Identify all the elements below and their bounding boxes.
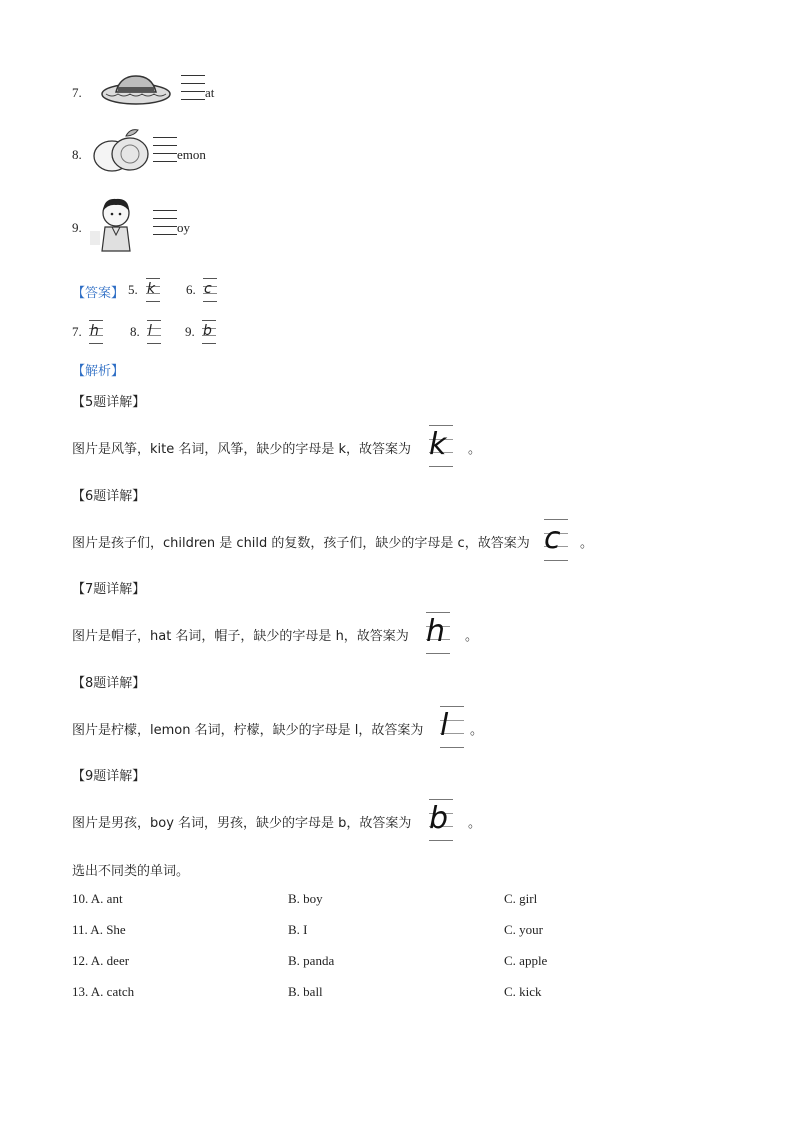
- option-b: B. panda: [288, 953, 335, 968]
- question-number: 7.: [72, 85, 82, 100]
- option-b: B. boy: [288, 891, 323, 906]
- detail-end: 。: [468, 442, 482, 457]
- detail-text: 图片是柠檬，lemon 名词，柠檬，缺少的字母是 l，故答案为: [72, 723, 424, 738]
- answer-letter: l: [148, 323, 152, 339]
- answer-number: 5.: [128, 282, 138, 297]
- answer-letter: h: [426, 614, 446, 649]
- answer-letter: c: [204, 281, 212, 297]
- partial-word: oy: [177, 220, 190, 235]
- hat-image: [100, 72, 172, 108]
- detail-end: 。: [580, 536, 594, 551]
- writing-lines: [181, 75, 205, 107]
- answer-box: [203, 278, 217, 302]
- detail-text: 图片是帽子，hat 名词，帽子，缺少的字母是 h，故答案为: [72, 629, 409, 644]
- answer-letter: l: [440, 708, 449, 743]
- detail-heading: 【6题详解】: [72, 489, 146, 504]
- partial-word: emon: [177, 147, 206, 162]
- answer-box: [202, 320, 216, 344]
- analysis-label: 【解析】: [72, 364, 125, 379]
- lemon-image: [92, 126, 152, 174]
- detail-heading: 【5题详解】: [72, 395, 146, 410]
- detail-end: 。: [470, 723, 484, 738]
- section-title: 选出不同类的单词。: [72, 864, 190, 879]
- option-a: 10. A. ant: [72, 891, 123, 906]
- option-a: 13. A. catch: [72, 984, 135, 999]
- answer-box: [544, 519, 568, 561]
- option-b: B. ball: [288, 984, 323, 999]
- option-c: C. apple: [504, 953, 548, 968]
- answer-number: 9.: [185, 324, 195, 339]
- partial-word: at: [205, 85, 215, 100]
- answer-box: [440, 706, 464, 748]
- option-c: C. girl: [504, 891, 538, 906]
- answer-box: [89, 320, 103, 344]
- answer-letter: h: [90, 323, 99, 339]
- question-number: 8.: [72, 147, 82, 162]
- detail-heading: 【7题详解】: [72, 582, 146, 597]
- answer-label: 【答案】: [72, 286, 125, 301]
- answer-number: 7.: [72, 324, 82, 339]
- answer-letter: k: [147, 281, 156, 297]
- option-a: 12. A. deer: [72, 953, 130, 968]
- option-c: C. kick: [504, 984, 542, 999]
- detail-text: 图片是孩子们，children 是 child 的复数，孩子们，缺少的字母是 c，故答案为: [72, 536, 530, 551]
- answer-number: 6.: [186, 282, 196, 297]
- answer-box: [426, 612, 450, 654]
- detail-text: 图片是风筝，kite 名词，风筝，缺少的字母是 k，故答案为: [72, 442, 412, 457]
- option-c: C. your: [504, 922, 543, 937]
- question-number: 9.: [72, 220, 82, 235]
- answer-letter: c: [544, 521, 561, 556]
- answer-letter: b: [203, 323, 212, 339]
- writing-lines: [153, 137, 177, 169]
- option-a: 11. A. She: [72, 922, 126, 937]
- detail-heading: 【8题详解】: [72, 676, 146, 691]
- answer-box: [146, 278, 160, 302]
- option-b: B. I: [288, 922, 308, 937]
- detail-text: 图片是男孩，boy 名词，男孩，缺少的字母是 b，故答案为: [72, 816, 412, 831]
- answer-box: [429, 425, 453, 467]
- answer-box: [147, 320, 161, 344]
- detail-end: 。: [465, 629, 479, 644]
- writing-lines: [153, 210, 177, 242]
- detail-heading: 【9题详解】: [72, 769, 146, 784]
- answer-box: [429, 799, 453, 841]
- detail-end: 。: [468, 816, 482, 831]
- boy-image: [88, 193, 146, 257]
- answer-number: 8.: [130, 324, 140, 339]
- answer-letter: k: [429, 427, 447, 462]
- answer-letter: b: [429, 801, 449, 836]
